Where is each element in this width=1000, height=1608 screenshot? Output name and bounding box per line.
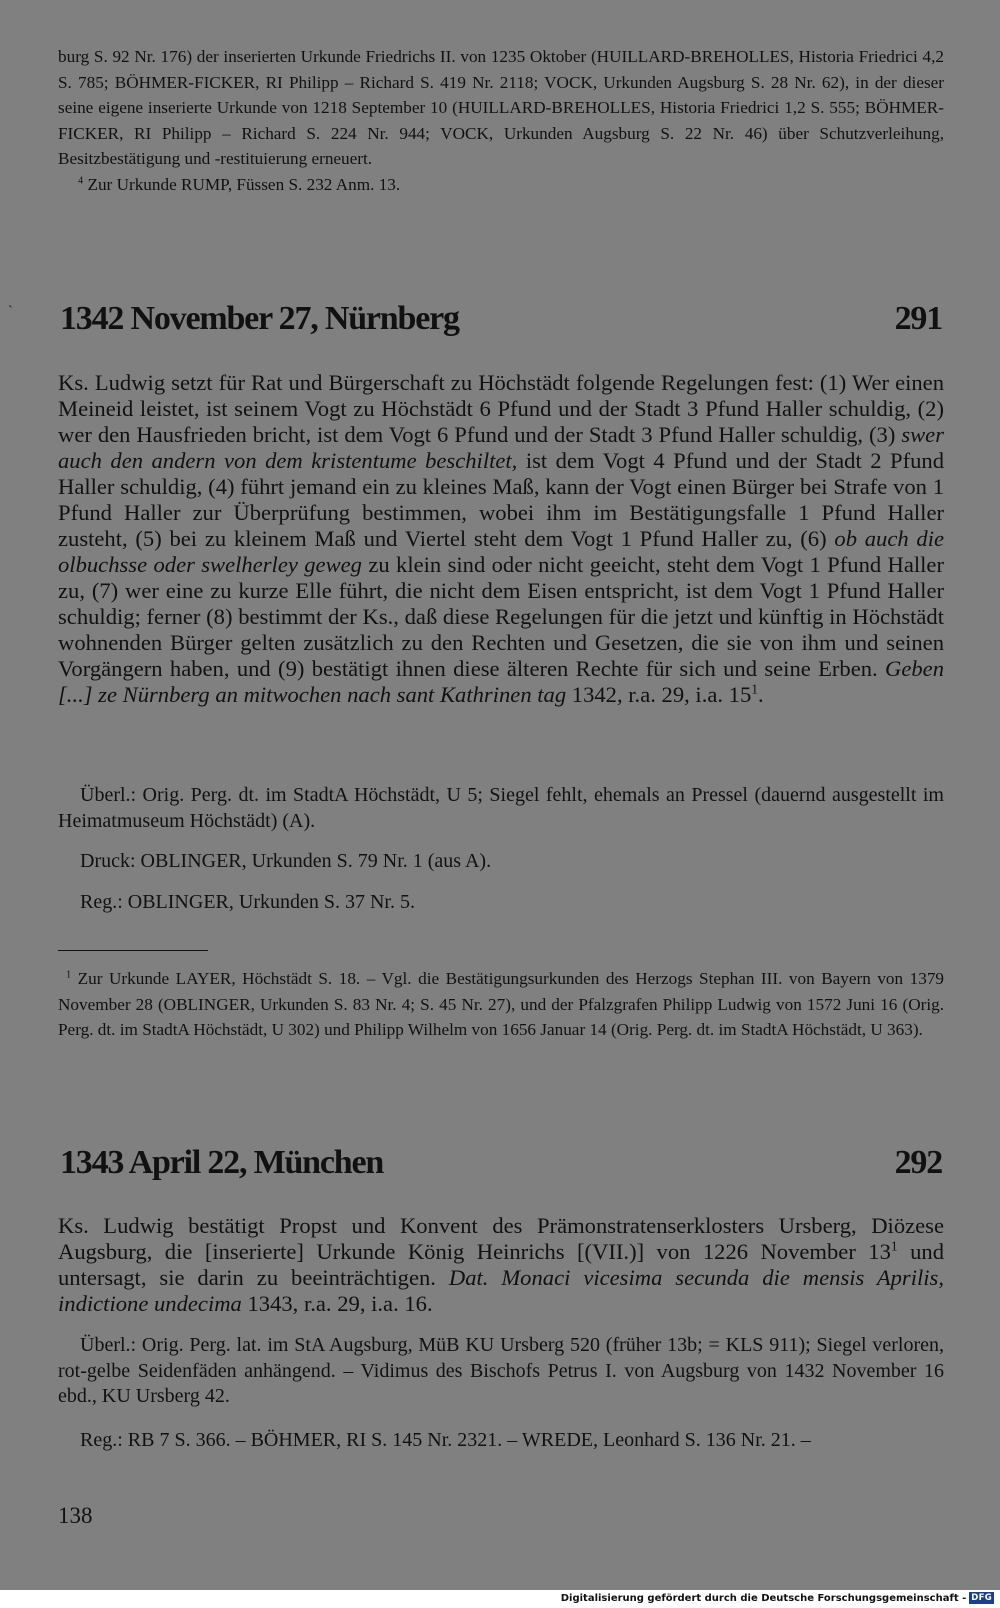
entry-291-summary [58,370,944,708]
summary-text: 1343, r.a. 29, i.a. 16. [241,1291,433,1316]
footnote-divider [58,950,208,951]
druck: Druck: OBLINGER, Urkunden S. 79 Nr. 1 (aus A). [80,850,492,872]
entry-date-place: 1343 April 22, München [60,1144,384,1181]
summary-text: Ks. Ludwig bestätigt Propst und Konvent des Prämonstratenserklosters Ursberg, Diözese Augsburg, die [inserierte] Urkunde König Heinrichs [(VII.)] von 1226 November 13 [58,1213,944,1264]
dating-clause: Dat. Monaci vicesima secunda die mensis Aprilis, indictione undecima [58,1265,944,1316]
dfg-logo-icon: DFG [971,1593,992,1603]
entry-291-footnote [58,966,944,1043]
ueberlieferung: Überl.: Orig. Perg. lat. im StA Augsburg, MüB KU Ursberg 520 (früher 13b; = KLS 911); Siegel verloren, rot-gelbe Seidenfäden anhängend. – Vidimus des Bischofs Petrus I. von Augsburg von 1432 November 16 ebd., KU Ursberg 42. [58,1334,944,1407]
stray-mark: ` [8,304,13,319]
quoted-text: swer auch den andern von dem kristentume beschiltet, [58,422,944,473]
ueberlieferung: Überl.: Orig. Perg. dt. im StadtA Höchstädt, U 5; Siegel fehlt, ehemals an Pressel (dauernd ausgestellt im Heimatmuseum Höchstädt) (A). [58,784,944,832]
entry-number: 291 [894,300,942,337]
top-note-text: burg S. 92 Nr. 176) der inserierten Urkunde Friedrichs II. von 1235 Oktober (HUILLARD-BREHOLLES, Historia Friedrici 4,2 S. 785; BÖHMER-FICKER, RI Philipp – Richard S. 419 Nr. 2118; VOCK, Urkunden Augsburg S. 28 Nr. 62), in der dieser seine eigene inserierte Urkunde von 1218 September 10 (HUILLARD-BREHOLLES, Historia Friedrici 1,2 S. 555; BÖHMER-FICKER, RI Philipp – Richard S. 224 Nr. 944; VOCK, Urkunden Augsburg S. 22 Nr. 46) über Schutzverleihung, Besitzbestätigung und -restituierung erneuert. [58,47,944,169]
footnote-ref: 1 [751,681,759,697]
entry-292-heading [60,1144,942,1182]
dating-clause: Geben [...] ze Nürnberg an mitwochen nach sant Kathrinen tag [58,656,944,707]
footnote-marker: 1 [66,969,72,981]
footnote-text: Zur Urkunde RUMP, Füssen S. 232 Anm. 13. [87,174,401,194]
top-footnote [58,172,944,198]
entry-292-apparatus [58,1333,944,1453]
credit-text: Digitalisierung gefördert durch die Deutsche Forschungsgemeinschaft - [560,1592,967,1604]
regest: Reg.: OBLINGER, Urkunden S. 37 Nr. 5. [80,890,415,913]
entry-291-heading [60,300,942,338]
summary-text: zu klein sind oder nicht geeicht, steht dem Vogt 1 Pfund Haller zu, (7) wer eine zu kurze Elle führt, die nicht dem Eisen entspricht, ist dem Vogt 1 Pfund Haller schuldig; ferner (8) bestimmt der Ks., daß diese Regelungen für die jetzt und künftig in Höchstädt wohnenden Bürger gelten zusätzlich zu den Rechten und Gesetzen, die sie von ihm und seinen Vorgängern haben, und (9) bestätigt ihnen diese älteren Rechte für sich und seine Erben. [58,552,944,681]
quoted-text: ob auch die olbuchsse oder swelherley geweg [58,526,944,577]
entry-291-apparatus [58,783,944,915]
summary-text: 1342, r.a. 29, i.a. 15 [566,682,752,707]
regest: Reg.: RB 7 S. 366. – BÖHMER, RI S. 145 Nr. 2321. – WREDE, Leonhard S. 136 Nr. 21. – [80,1428,811,1451]
entry-292-summary [58,1213,944,1317]
page-number: 138 [58,1503,93,1528]
summary-text: ist dem Vogt 4 Pfund und der Stadt 2 Pfund Haller schuldig, (4) führt jemand ein zu kleines Maß, kann der Vogt einen Bürger bei Strafe von 1 Pfund Haller zur Überprüfung bestimmen, wobei ihm im Bestätigungsfalle 1 Pfund Haller zusteht, (5) bei zu kleinem Maß und Viertel steht dem Vogt 1 Pfund Haller zu, (6) [58,448,944,551]
top-note [58,44,944,198]
footnote-marker: 4 [78,175,84,187]
footnote-ref: 1 [890,1238,898,1254]
summary-text: und untersagt, sie darin zu beeinträchtigen. [58,1239,944,1290]
footnote-text: Zur Urkunde LAYER, Höchstädt S. 18. – Vgl. die Bestätigungsurkunden des Herzogs Stephan III. von Bayern von 1379 November 28 (OBLINGER, Urkunden S. 83 Nr. 4; S. 45 Nr. 27), und der Pfalzgrafen Philipp Ludwig von 1572 Juni 16 (Orig. Perg. dt. im StadtA Höchstädt, U 302) und Philipp Wilhelm von 1656 Januar 14 (Orig. Perg. dt. im StadtA Höchstädt, U 363). [58,969,945,1040]
digitization-credit [561,1592,994,1604]
entry-date-place: 1342 November 27, Nürnberg [60,300,459,337]
summary-text: . [758,682,764,707]
entry-number: 292 [894,1144,942,1181]
summary-text: Ks. Ludwig setzt für Rat und Bürgerschaft zu Höchstädt folgende Regelungen fest: (1) Wer einen Meineid leistet, ist seinem Vogt zu Höchstädt 6 Pfund und der Stadt 3 Pfund Haller schuldig, (2) wer den Hausfrieden bricht, ist dem Vogt 6 Pfund und der Stadt 3 Pfund Haller schuldig, (3) [58,370,944,447]
